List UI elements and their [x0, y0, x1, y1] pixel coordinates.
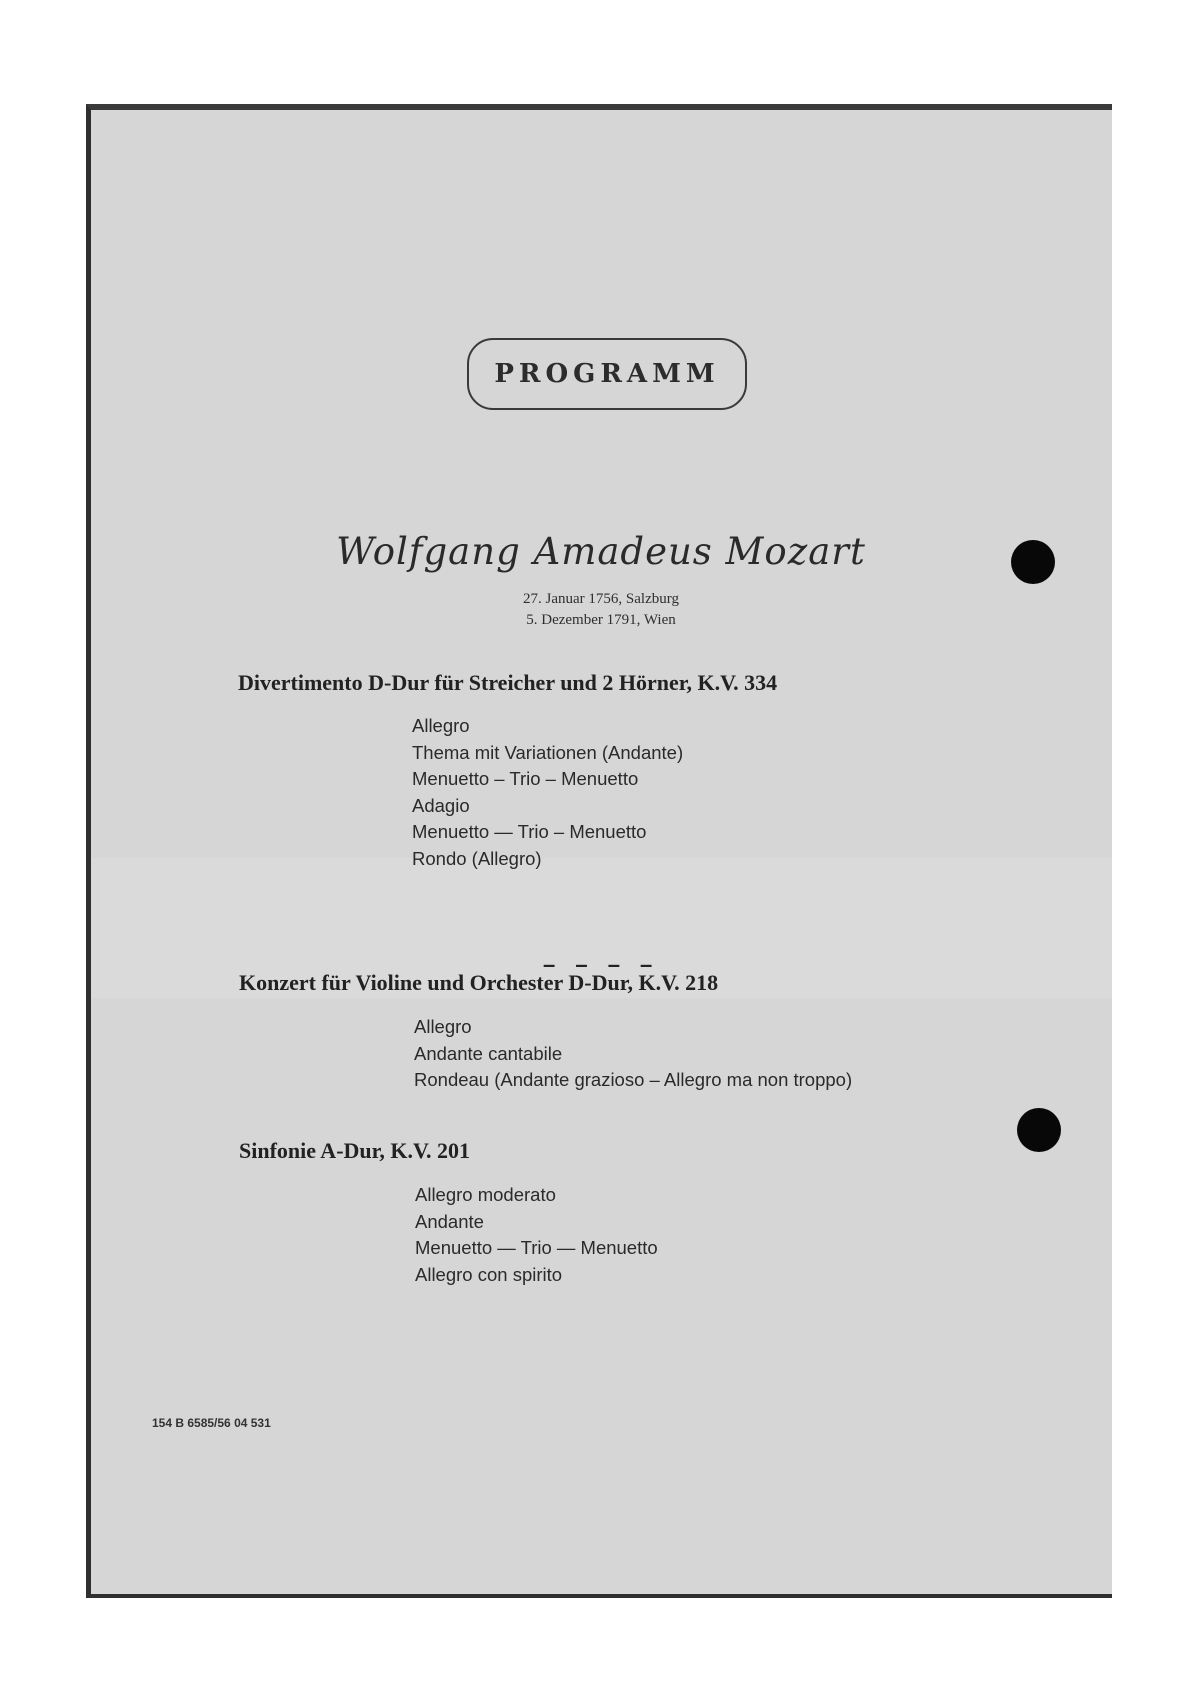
composer-dates — [391, 589, 811, 631]
movement-list-symphony — [415, 1182, 658, 1288]
movement-list-violin-concerto — [414, 1014, 852, 1094]
composer-name: Wolfgang Amadeus Mozart — [336, 530, 866, 573]
movement-list-divertimento — [412, 713, 683, 872]
section-separator: – – – – — [543, 952, 660, 977]
movement-item: Menuetto — Trio – Menuetto — [412, 821, 647, 842]
movement-item: Allegro — [412, 715, 470, 736]
movement-item: Andante — [415, 1210, 484, 1232]
movement-item: Allegro moderato — [415, 1184, 556, 1205]
movement-item: Menuetto – Trio – Menuetto — [412, 768, 639, 789]
movement-item: Menuetto — Trio — Menuetto — [415, 1237, 658, 1258]
movement-item: Adagio — [412, 794, 470, 816]
birth-date: 27. Januar 1756, Salzburg — [523, 591, 679, 607]
work-title-divertimento: Divertimento D-Dur für Streicher und 2 Hörner, K.V. 334 — [238, 670, 778, 695]
movement-item: Allegro — [414, 1016, 472, 1037]
work-title-symphony: Sinfonie A-Dur, K.V. 201 — [239, 1138, 471, 1163]
program-header-box — [467, 338, 747, 410]
movement-item: Andante cantabile — [414, 1042, 563, 1064]
movement-item: Rondeau (Andante grazioso – Allegro ma non troppo) — [414, 1069, 853, 1090]
program-sheet — [86, 104, 1112, 1598]
punch-hole-bottom — [1017, 1108, 1061, 1152]
movement-item: Rondo (Allegro) — [412, 847, 542, 869]
sheet-bottom-edge — [91, 1594, 1112, 1598]
work-title-violin-concerto: Konzert für Violine und Orchester D-Dur, K.V. 218 — [239, 970, 719, 995]
movement-item: Allegro con spirito — [415, 1263, 563, 1285]
program-heading: PROGRAMM — [494, 359, 720, 389]
punch-hole-top — [1011, 540, 1055, 584]
print-code: 154 B 6585/56 04 531 — [152, 1416, 271, 1430]
death-date: 5. Dezember 1791, Wien — [526, 612, 676, 628]
movement-item: Thema mit Variationen (Andante) — [412, 741, 684, 763]
